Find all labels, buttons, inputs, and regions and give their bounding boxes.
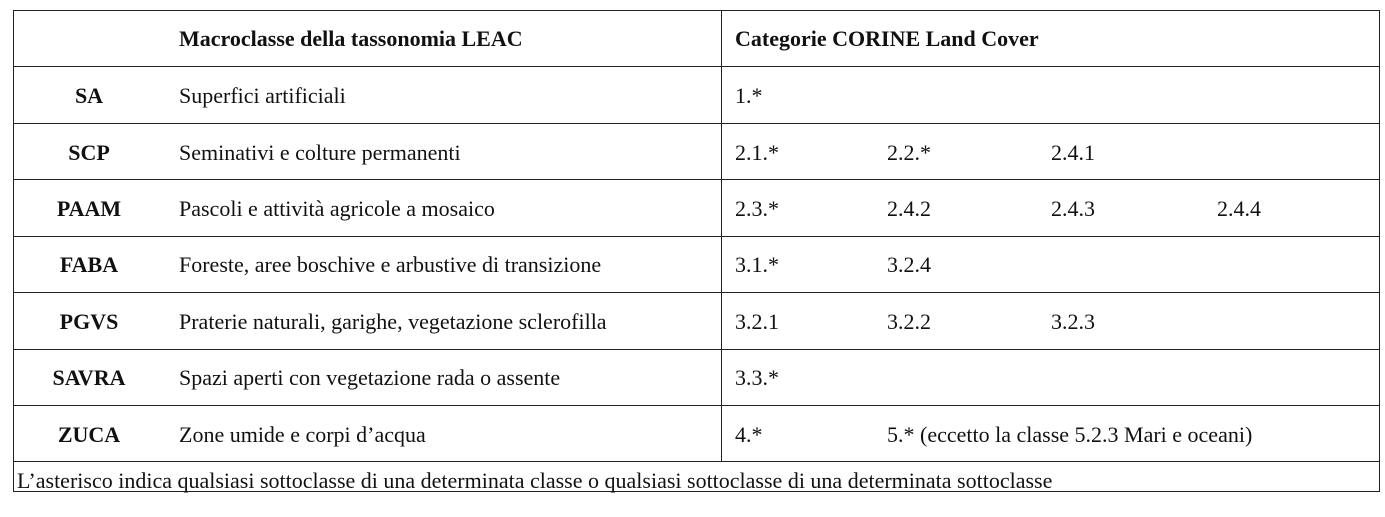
corine-category: 3.2.2 [887, 309, 931, 334]
corine-category: 2.4.2 [887, 196, 931, 221]
class-description: Zone umide e corpi d’acqua [179, 422, 426, 447]
row-divider [14, 461, 1379, 462]
class-description: Superfici artificiali [179, 83, 346, 108]
class-code: PAAM [56, 196, 122, 221]
corine-category: 3.2.3 [1051, 309, 1095, 334]
class-description: Foreste, aree boschive e arbustive di transizione [179, 252, 602, 277]
column-divider [721, 11, 722, 461]
row-divider [14, 236, 1379, 237]
class-description: Praterie naturali, garighe, vegetazione sclerofilla [179, 309, 607, 334]
row-divider [14, 349, 1379, 350]
class-code: FABA [59, 252, 119, 277]
class-description: Seminativi e colture permanenti [179, 140, 461, 165]
corine-category: 3.2.1 [735, 309, 779, 334]
class-code: SAVRA [52, 365, 126, 390]
header-macroclass: Macroclasse della tassonomia LEAC [179, 26, 523, 51]
class-code: PGVS [59, 309, 119, 334]
corine-category: 2.1.* [735, 140, 779, 165]
corine-category: 3.2.4 [887, 252, 931, 277]
corine-category: 3.1.* [735, 252, 779, 277]
leac-corine-table [13, 10, 1380, 492]
class-description: Pascoli e attività agricole a mosaico [179, 196, 495, 221]
class-code: SA [74, 83, 104, 108]
corine-category: 2.2.* [887, 140, 931, 165]
row-divider [14, 405, 1379, 406]
corine-category: 2.4.4 [1217, 196, 1261, 221]
class-description: Spazi aperti con vegetazione rada o assente [179, 365, 561, 390]
corine-category: 5.* (eccetto la classe 5.2.3 Mari e oceani) [887, 422, 1253, 447]
class-code: SCP [68, 140, 110, 165]
corine-category: 2.4.3 [1051, 196, 1095, 221]
header-corine: Categorie CORINE Land Cover [735, 26, 1039, 51]
corine-category: 2.3.* [735, 196, 779, 221]
corine-category: 1.* [735, 83, 763, 108]
corine-category: 4.* [735, 422, 763, 447]
corine-category: 2.4.1 [1051, 140, 1095, 165]
corine-category: 3.3.* [735, 365, 779, 390]
class-code: ZUCA [57, 422, 121, 447]
row-divider [14, 66, 1379, 67]
row-divider [14, 123, 1379, 124]
footnote: L’asterisco indica qualsiasi sottoclasse di una determinata classe o qualsiasi sottoclasse di una determinata sottoclasse [17, 468, 1053, 493]
row-divider [14, 292, 1379, 293]
row-divider [14, 179, 1379, 180]
